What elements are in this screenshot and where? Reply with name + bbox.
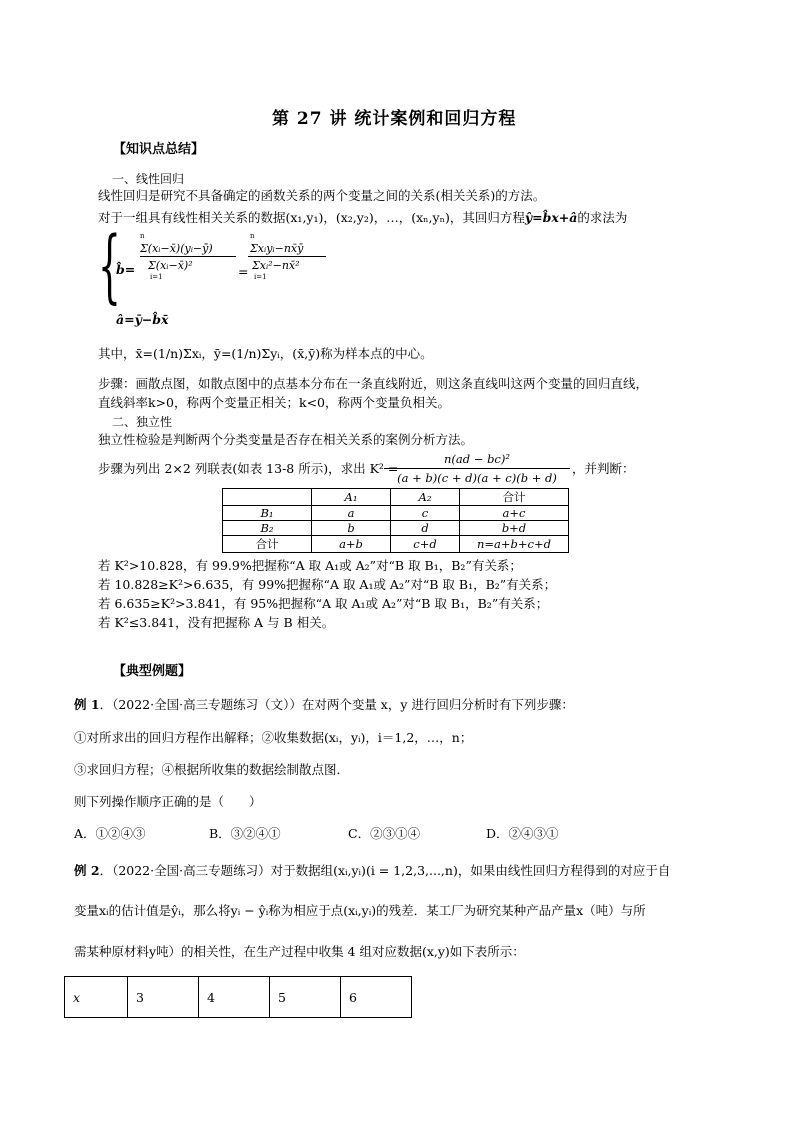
regression-steps-line1: 步骤：画散点图，如散点图中的点基本分布在一条直线附近，则这条直线叫这两个变量的回归直线，	[98, 376, 649, 391]
k-squared-line: 步骤为列出 2×2 列联表(如表 13-8 所示)，求出 K² =	[98, 461, 399, 476]
b-hat-label: b̂=	[116, 262, 136, 277]
table-row: x 3 4 5 6	[65, 977, 412, 1018]
page-title: 第 27 讲 统计案例和回归方程	[272, 109, 517, 129]
section-knowledge-heading: 【知识点总结】	[113, 142, 205, 157]
linear-regression-heading: 一、线性回归	[112, 172, 185, 186]
a-hat-formula: â=ȳ−b̂x̄	[116, 312, 169, 327]
b-fraction-2: n Σxᵢyᵢ−nx̄ȳ Σxᵢ²−nx̄² i=1	[248, 236, 326, 277]
regression-data-line: 对于一组具有线性相关关系的数据(x₁,y₁)，(x₂,y₂)，…，(xₙ,yₙ)，其回归方程ŷ=b̂x+â的求法为	[98, 210, 628, 225]
independence-heading: 二、独立性	[112, 415, 173, 429]
k-squared-fraction: n(ad − bc)² (a + b)(c + d)(a + c)(b + d)	[384, 452, 570, 485]
equals-sign: =	[238, 264, 249, 279]
example-1-stem: 例 1．（2022·全国·高三专题练习（文））在对两个变量 x，y 进行回归分析时有下列步骤：	[74, 697, 574, 712]
example-2-line2: 变量xᵢ的估计值是ŷᵢ，那么将yᵢ − ŷᵢ称为相应于点(xᵢ,yᵢ)的残差．某工厂为研究某种产品产量x（吨）与所	[74, 903, 646, 918]
example-1-option-a: A．①②④③	[74, 826, 146, 841]
independence-intro: 独立性检验是判断两个分类变量是否存在相关关系的案例分析方法。	[98, 432, 474, 447]
table-row: 合计 a+b c+d n=a+b+c+d	[223, 536, 569, 553]
regression-steps-line2: 直线斜率k>0，称两个变量正相关；k<0，称两个变量负相关。	[98, 395, 451, 410]
example-1-question: 则下列操作顺序正确的是（ ）	[74, 794, 262, 809]
k-squared-tail: ，并判断：	[572, 461, 635, 476]
table-row: B₁ a c a+c	[223, 506, 569, 521]
example-1-option-c: C．②③①④	[348, 826, 421, 841]
contingency-table	[222, 488, 569, 553]
judgment-line-4: 若 K²≤3.841，没有把握称 A 与 B 相关。	[98, 615, 335, 630]
example-1-steps-1: ①对所求出的回归方程作出解释；②收集数据(xᵢ，yᵢ)，i＝1,2，…，n；	[74, 730, 473, 745]
example-1-option-d: D．②④③①	[486, 826, 559, 841]
table-row: A₁ A₂ 合计	[223, 489, 569, 506]
example-2-line1: 例 2．（2022·全国·高三专题练习）对于数据组(xᵢ,yᵢ)(i = 1,2,3,...,n)，如果由线性回归方程得到的对应于自	[74, 863, 671, 878]
linear-regression-intro: 线性回归是研究不具备确定的函数关系的两个变量之间的关系(相关关系)的方法。	[98, 188, 546, 203]
sample-center-line: 其中，x̄=(1/n)Σxᵢ，ȳ=(1/n)Σyᵢ，(x̄,ȳ)称为样本点的中心。	[98, 346, 433, 361]
judgment-line-1: 若 K²>10.828，有 99.9%把握称“A 取 A₁或 A₂”对“B 取 B₁，B₂”有关系；	[98, 558, 522, 573]
example-2-data-table	[64, 976, 412, 1018]
example-1-steps-2: ③求回归方程；④根据所收集的数据绘制散点图．	[74, 762, 350, 777]
judgment-line-2: 若 10.828≥K²>6.635，有 99%把握称“A 取 A₁或 A₂”对“B 取 B₁，B₂”有关系；	[98, 577, 557, 592]
regression-equation: ŷ=b̂x+â	[524, 210, 578, 225]
b-fraction-1: n Σ(xᵢ−x̄)(yᵢ−ȳ) Σ(xᵢ−x̄)² i=1	[140, 236, 236, 277]
section-examples-heading: 【典型例题】	[113, 664, 192, 679]
left-brace: {	[98, 219, 121, 312]
example-1-option-b: B．③②④①	[209, 826, 281, 841]
example-2-line3: 需某种原材料y吨）的相关性，在生产过程中收集 4 组对应数据(x,y)如下表所示：	[74, 944, 525, 959]
table-row: B₂ b d b+d	[223, 521, 569, 536]
judgment-line-3: 若 6.635≥K²>3.841，有 95%把握称“A 取 A₁或 A₂”对“B 取 B₁，B₂”有关系；	[98, 596, 549, 611]
